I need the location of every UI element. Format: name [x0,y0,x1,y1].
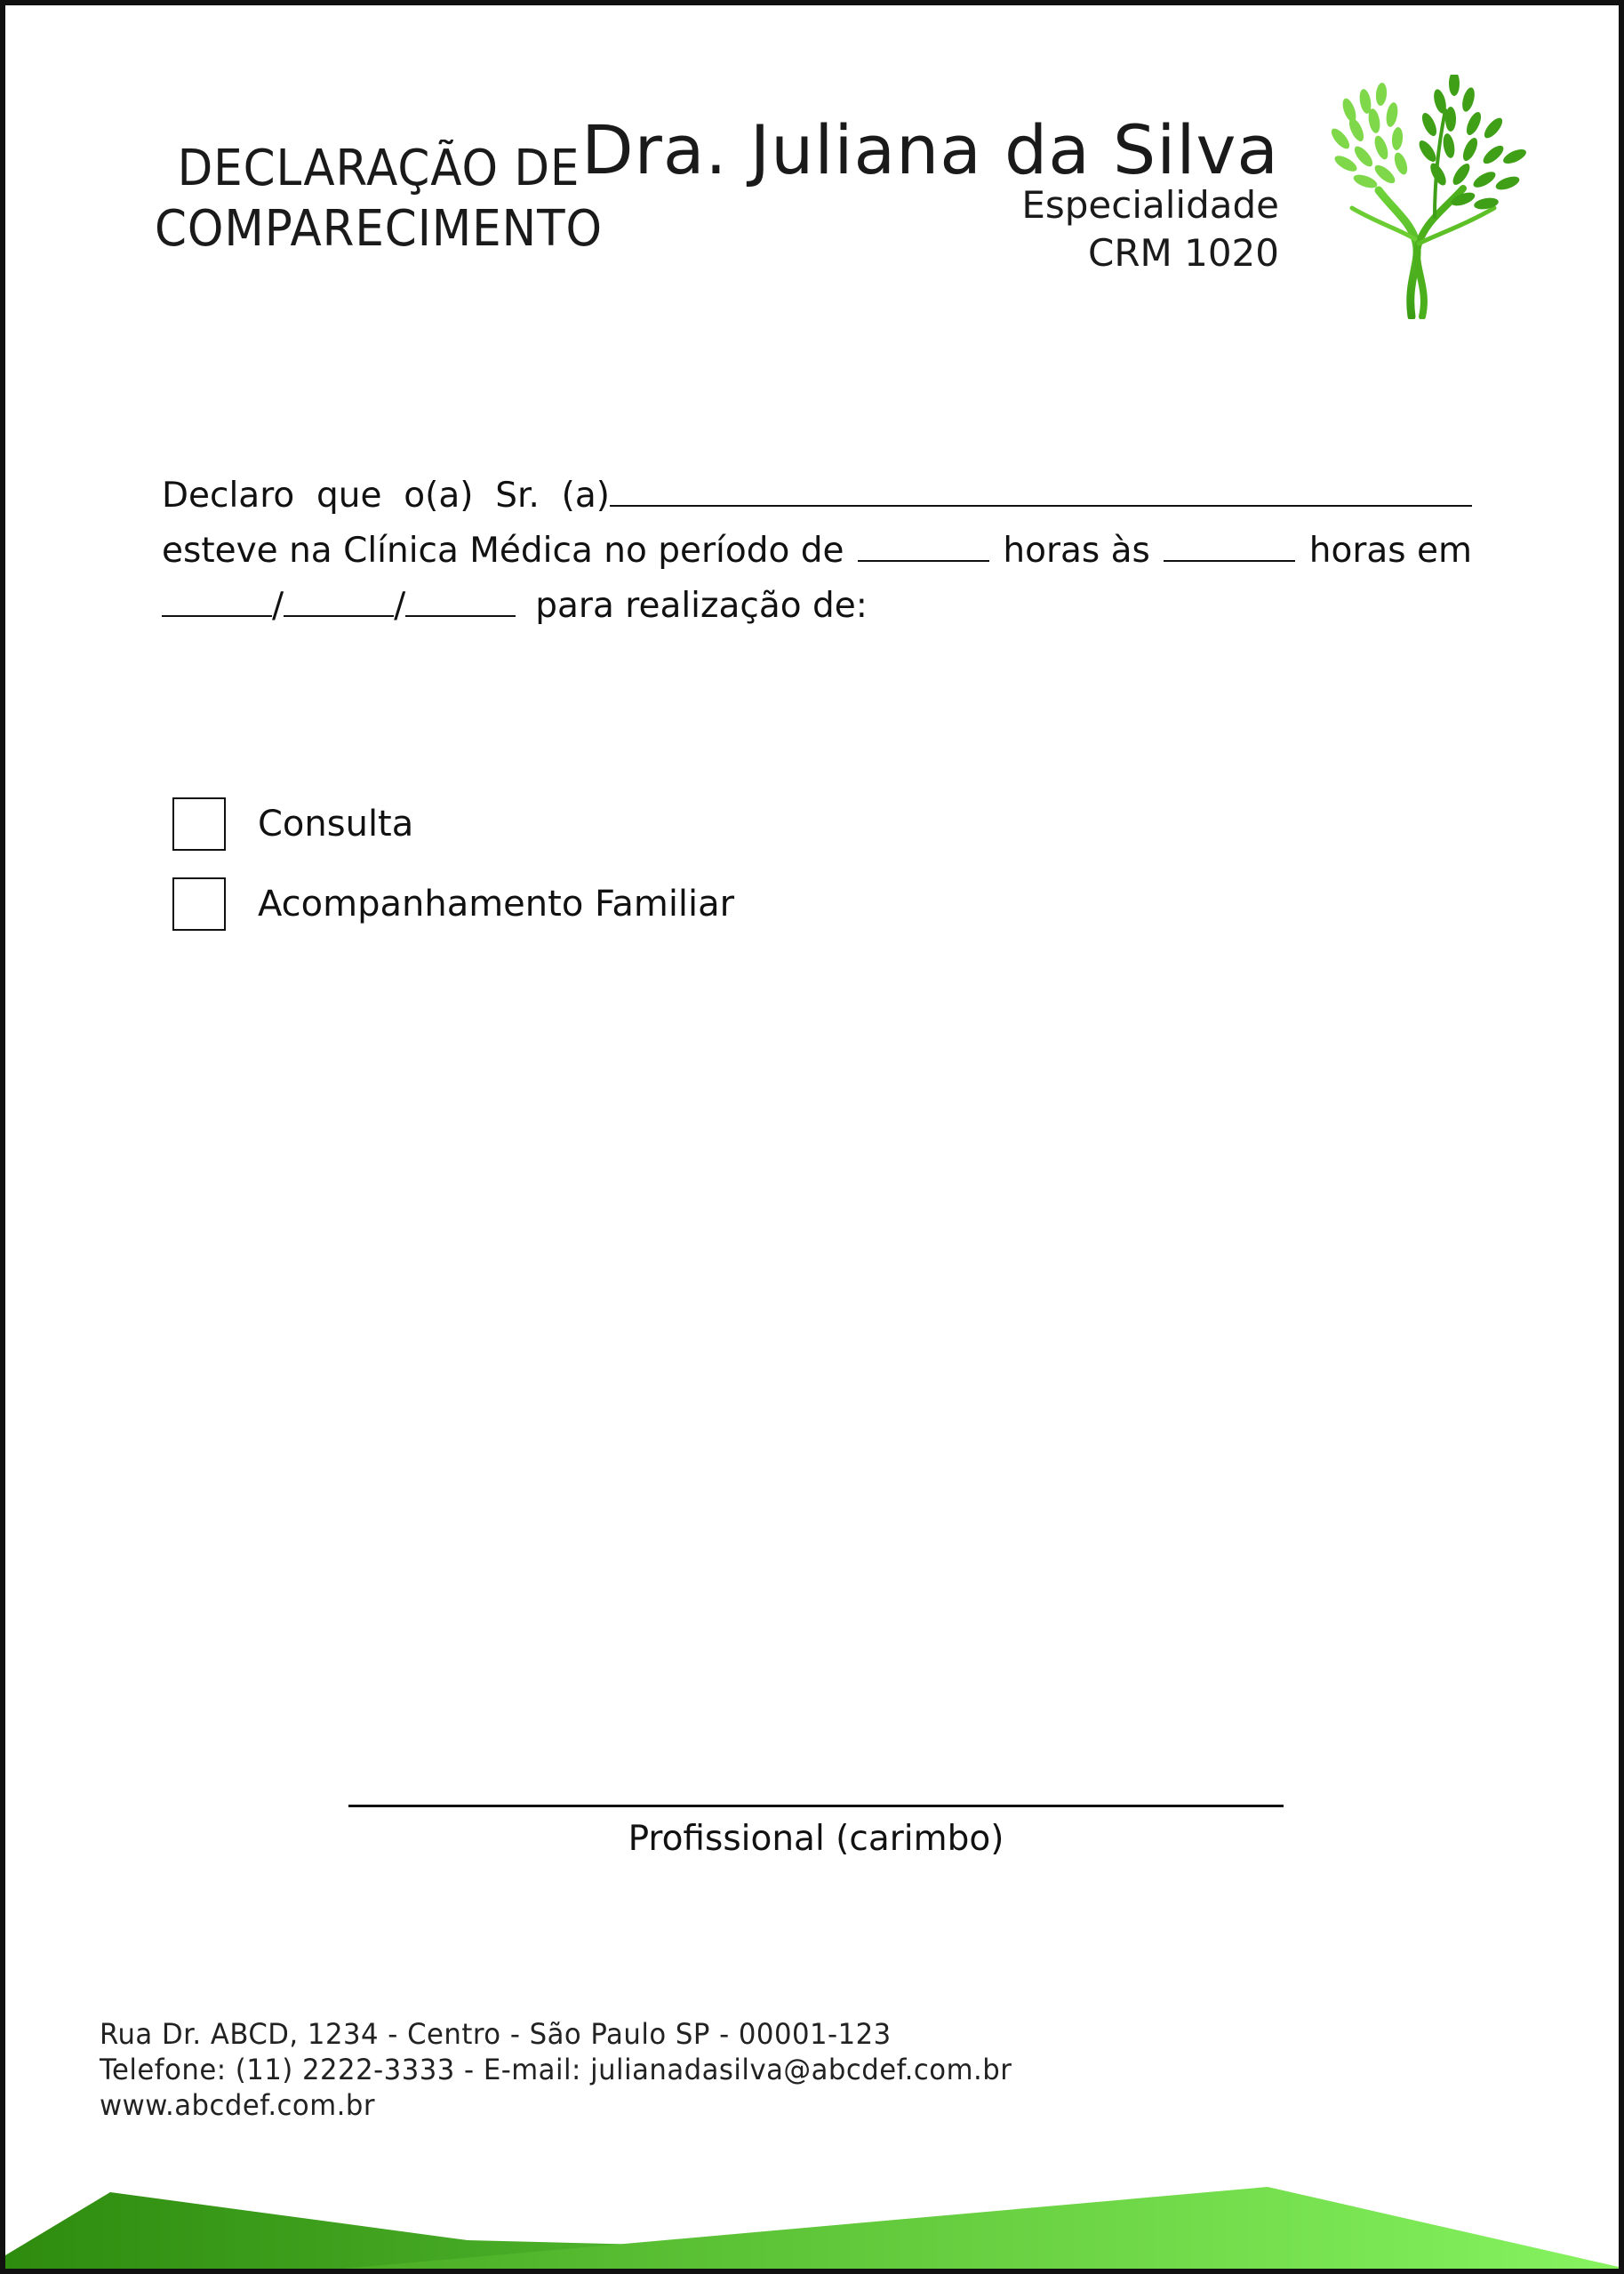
period-text: esteve na Clínica Médica no período de [162,531,844,571]
date-month-field[interactable] [284,576,394,617]
doctor-specialty: Especialidade [1021,183,1279,227]
footer-contact-line: Telefone: (11) 2222-3333 - E-mail: julianadasilva@abcdef.com.br [100,2053,1012,2086]
declaration-prefix: Declaro que o(a) Sr. (a) [162,476,611,516]
footer-wave-decoration [5,2135,1619,2269]
document-title [133,139,624,260]
footer-contact [100,2016,1050,2123]
option-label: Acompanhamento Familiar [258,884,735,925]
tree-logo-icon [1330,75,1543,319]
hours-to-text: horas às [1003,531,1150,571]
declaration-line-2 [162,521,1472,576]
end-hour-field[interactable] [1164,521,1295,562]
signature-label: Profissional (carimbo) [628,1819,1004,1859]
purpose-text: para realização de: [535,586,868,626]
footer-website: www.abcdef.com.br [100,2088,375,2122]
document-title-line2: COMPARECIMENTO [155,200,603,258]
declaration-line-3 [162,576,1472,631]
consulta-checkbox[interactable] [172,797,226,851]
option-consulta[interactable] [172,797,734,852]
patient-name-field[interactable] [610,466,1472,507]
signature-line[interactable] [348,1805,1284,1807]
option-acompanhamento[interactable] [172,877,734,932]
option-label: Consulta [258,804,414,845]
declaration-text [162,466,1472,631]
footer-address: Rua Dr. ABCD, 1234 - Centro - São Paulo SP - 00001-123 [100,2017,892,2051]
date-separator: / [272,586,284,626]
doctor-name: Dra. Juliana da Silva [581,110,1279,189]
date-day-field[interactable] [162,576,272,617]
document-title-line1: DECLARAÇÃO DE [177,140,580,197]
date-year-field[interactable] [405,576,516,617]
declaration-line-1 [162,466,1472,521]
start-hour-field[interactable] [858,521,989,562]
purpose-options [172,797,734,957]
doctor-crm: CRM 1020 [1088,231,1279,275]
acompanhamento-checkbox[interactable] [172,877,226,931]
date-separator: / [394,586,406,626]
hours-on-text: horas em [1308,531,1472,571]
